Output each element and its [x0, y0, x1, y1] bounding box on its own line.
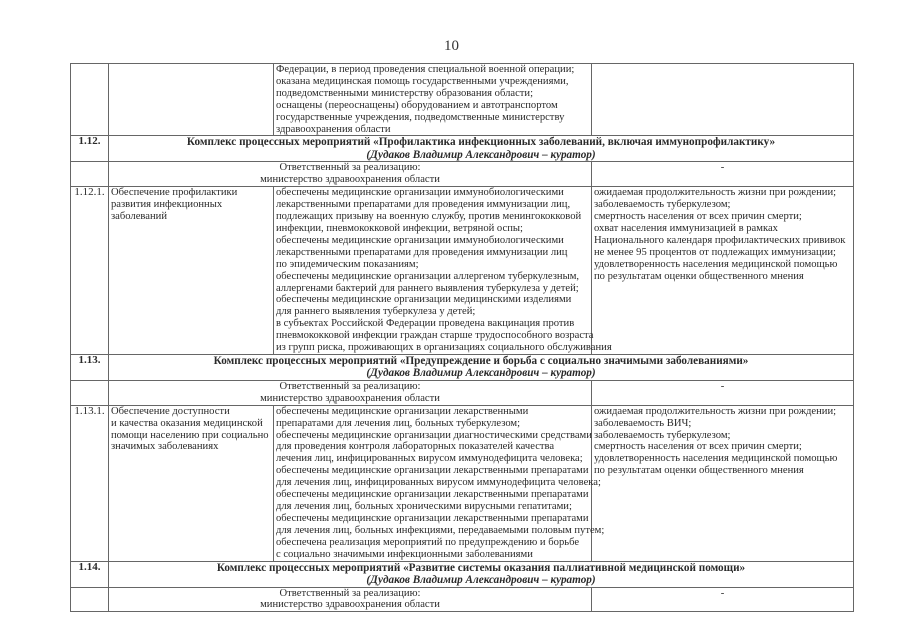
section-number: 1.12. [71, 136, 109, 162]
section-header-row [71, 561, 854, 587]
responsible-cell: Ответственный за реализацию: министерство здравоохранения области [109, 380, 592, 405]
responsible-cell: Ответственный за реализацию: министерство здравоохранения области [109, 587, 592, 612]
task-row [71, 405, 854, 561]
cell-task-name [109, 64, 274, 136]
task-number: 1.12.1. [71, 187, 109, 355]
section-title: Комплекс процессных мероприятий «Профилактика инфекционных заболеваний, включая иммунопрофилактику» [186, 136, 776, 149]
page-number: 10 [444, 38, 459, 54]
responsible-right: - [592, 587, 854, 612]
responsible-row [71, 162, 854, 187]
section-title-cell [109, 354, 854, 380]
task-number: 1.13.1. [71, 405, 109, 561]
cell-number [71, 64, 109, 136]
task-indicators: ожидаемая продолжительность жизни при рождении; заболеваемость туберкулезом; смертность населения от всех причин смерти; охват населения иммунизацией в рамках Национального календаря профилактических прививок не менее 95 процентов от подлежащих иммунизации; удовлетворенность населения медицинской помощью по результатам оценки общественного мнения [592, 187, 854, 355]
section-curator: (Дудаков Владимир Александрович – куратор) [366, 367, 596, 380]
continuation-row [71, 64, 854, 136]
task-results: обеспечены медицинские организации иммунобиологическими лекарственными препаратами для проведения иммунизации лиц, подлежащих призыву на военную службу, против менингококковой инфекции, пневмококковой инфекции, ветряной оспы; обеспечены медицинские организации иммунобиологическими лекарственными препаратами для проведения иммунизации лиц по эпидемическим показаниям; обеспечены медицинские организации аллергеном туберкулезным, аллергенами бактерий для раннего выявления туберкулеза у детей; обеспечены медицинские организации медицинскими изделиями для раннего выявления туберкулеза у детей; в субъектах Российской Федерации проведена вакцинация против пневмококковой инфекции граждан старше трудоспособного возраста из групп риска, проживающих в организациях социального обслуживания [274, 187, 592, 355]
task-name: Обеспечение доступности и качества оказания медицинской помощи населению при социально значимых заболеваниях [109, 405, 274, 561]
responsible-cell: Ответственный за реализацию: министерство здравоохранения области [109, 162, 592, 187]
task-results: обеспечены медицинские организации лекарственными препаратами для лечения лиц, больных туберкулезом; обеспечены медицинские организации диагностическими средствами для проведения контроля лабораторных показателей качества лечения лиц, инфицированных вирусом иммунодефицита человека; обеспечены медицинские организации лекарственными препаратами для лечения лиц, инфицированных вирусом иммунодефицита человека; обеспечены медицинские организации лекарственными препаратами для лечения лиц, больных хроническими вирусными гепатитами; обеспечены медицинские организации лекарственными препаратами для лечения лиц, больных инфекциями, передаваемыми половым путем; обеспечена реализация мероприятий по предупреждению и борьбе с социально значимыми инфекционными заболеваниями [274, 405, 592, 561]
measures-table [70, 63, 854, 612]
section-curator: (Дудаков Владимир Александрович – куратор) [366, 574, 596, 587]
task-name: Обеспечение профилактики развития инфекционных заболеваний [109, 187, 274, 355]
section-number: 1.14. [71, 561, 109, 587]
task-row [71, 187, 854, 355]
responsible-row [71, 587, 854, 612]
section-title: Комплекс процессных мероприятий «Развитие системы оказания паллиативной медицинской помощи» [216, 561, 746, 574]
responsible-right: - [592, 162, 854, 187]
section-header-row [71, 354, 854, 380]
section-curator: (Дудаков Владимир Александрович – куратор) [366, 148, 596, 161]
task-indicators: ожидаемая продолжительность жизни при рождении; заболеваемость ВИЧ; заболеваемость туберкулезом; смертность населения от всех причин смерти; удовлетворенность населения медицинской помощью по результатам оценки общественного мнения [592, 405, 854, 561]
section-header-row [71, 136, 854, 162]
responsible-right: - [592, 380, 854, 405]
section-title-cell [109, 561, 854, 587]
section-number: 1.13. [71, 354, 109, 380]
cell-results: Федерации, в период проведения специальной военной операции; оказана медицинская помощь государственными учреждениями, подведомственными министерству образования области; оснащены (переоснащены) оборудованием и автотранспортом государственные учреждения, подведомственные министерству здравоохранения области [274, 64, 592, 136]
section-title-cell [109, 136, 854, 162]
section-title: Комплекс процессных мероприятий «Предупреждение и борьба с социально значимыми заболеваниями» [213, 354, 749, 367]
responsible-row [71, 380, 854, 405]
cell-indicators [592, 64, 854, 136]
